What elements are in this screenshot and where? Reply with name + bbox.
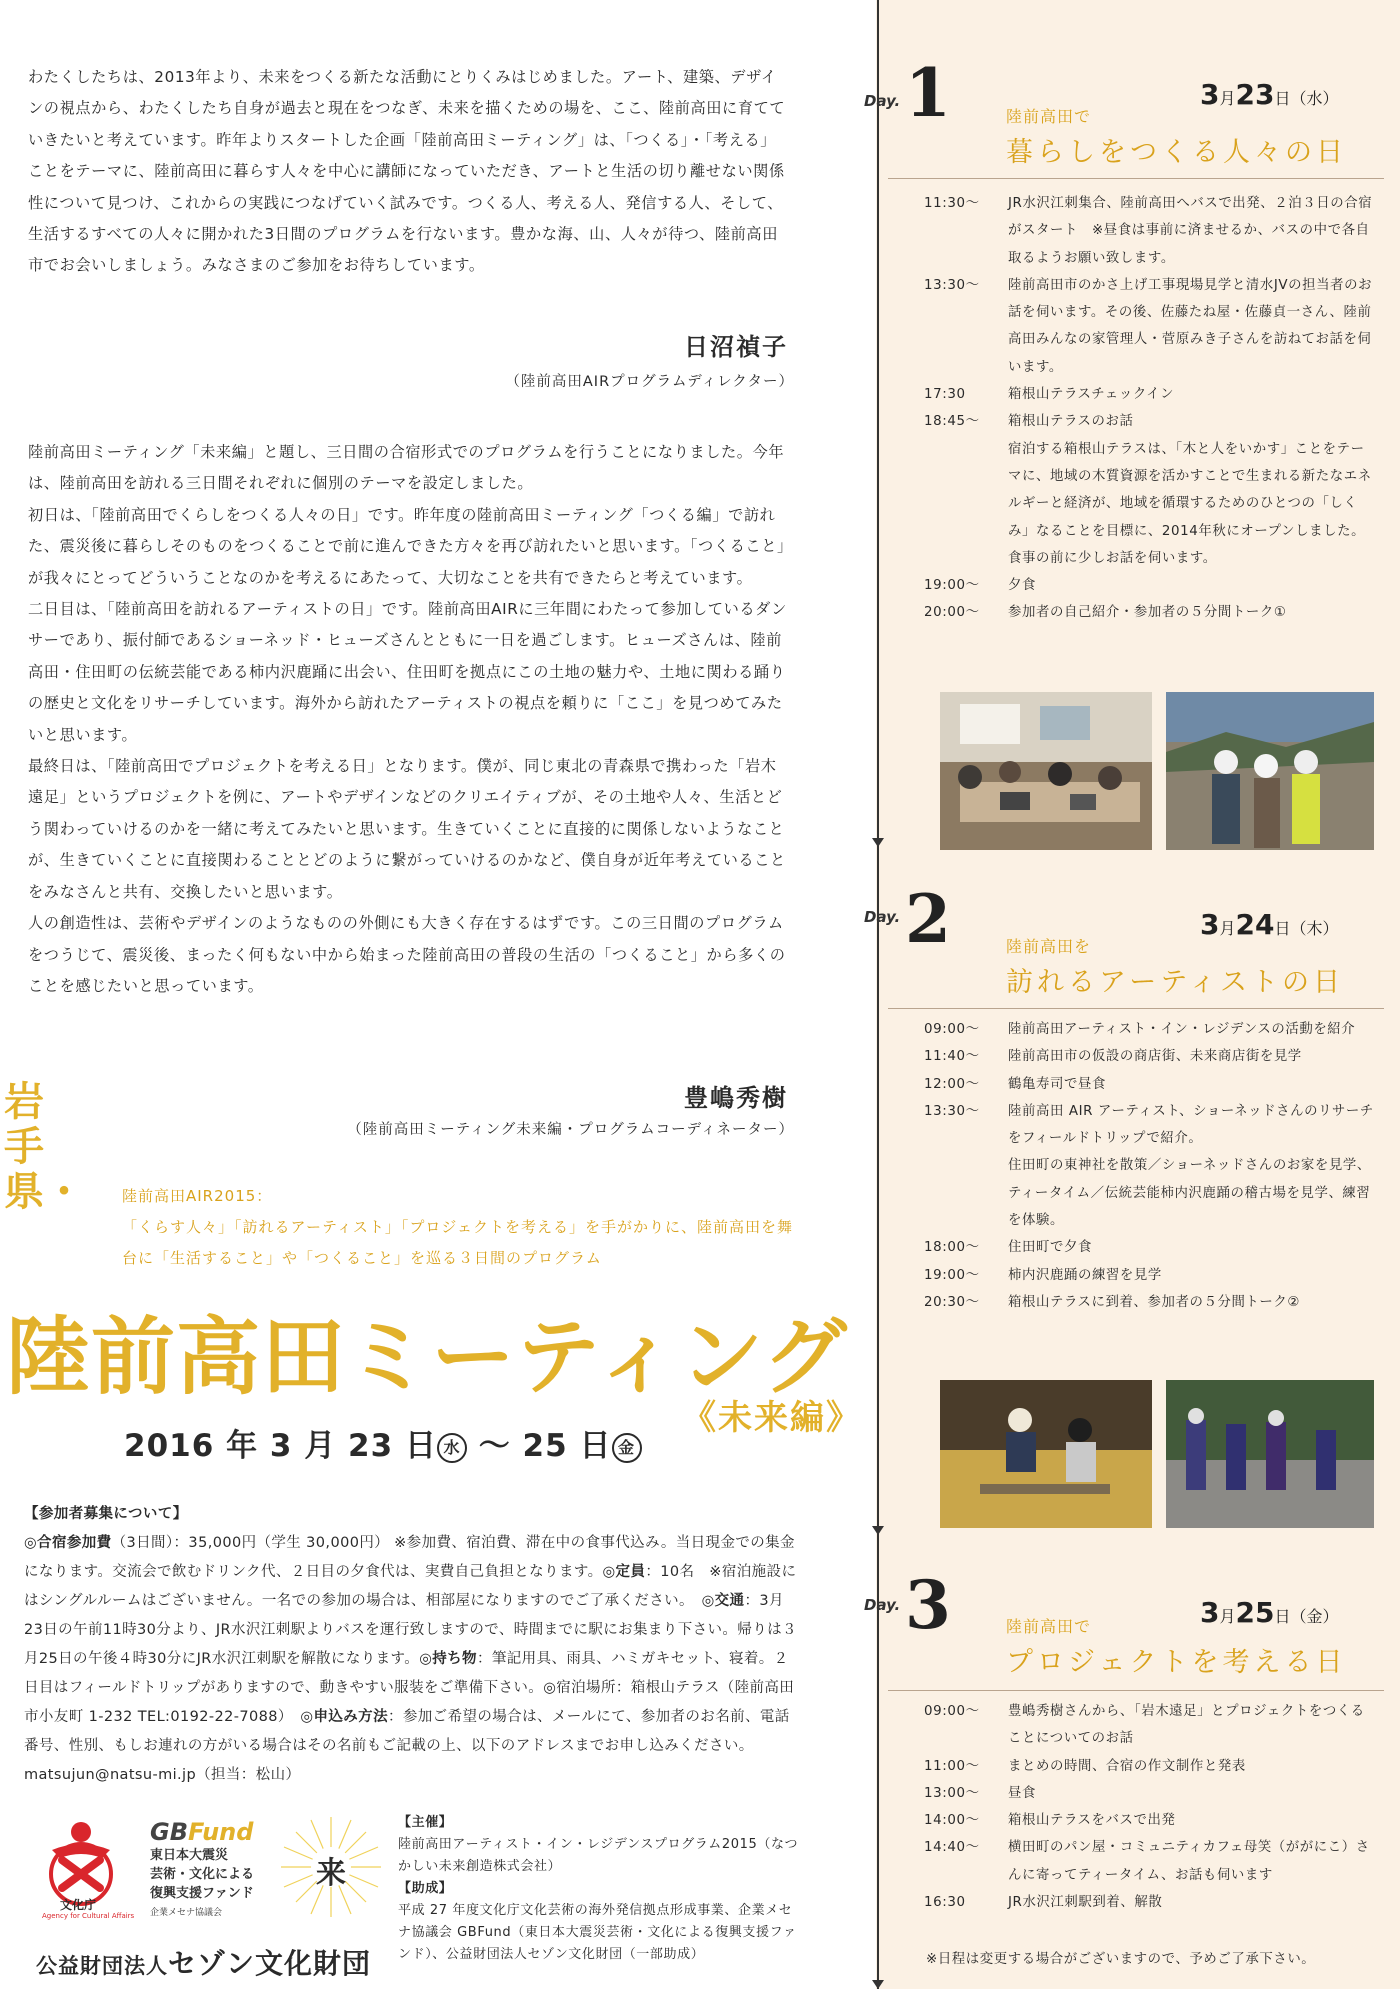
schedule-time (924, 436, 1008, 572)
fund-part: Fund (188, 1818, 254, 1846)
bunka-en: Agency for Cultural Affairs (42, 1912, 135, 1920)
day-theme: 暮らしをつくる人々の日 (1006, 137, 1347, 168)
schedule-desc: 箱根山テラスをバスで出発 (1008, 1813, 1176, 1829)
capacity-label: ◎定員 (602, 1564, 646, 1580)
schedule-row (924, 436, 1376, 572)
schedule-row (924, 1016, 1376, 1043)
recruitment-info (24, 1500, 802, 1790)
date-month: 3 (1200, 908, 1220, 941)
schedule-row (924, 572, 1376, 599)
day-label: Day. (864, 92, 901, 110)
transport-label: ◎交通 (701, 1593, 745, 1609)
schedule-time: 13:00〜 (924, 1785, 980, 1801)
schedule-desc: 宿泊する箱根山テラスは、「木と人をいかす」ことをテーマに、地域の木質資源を活かすことで生まれる新たなエネルギーと経済が、地域を循環するためのひとつの「しくみ」なることを目標に、2014年秋にオープンしました。食事の前に少しお話を伺います。 (1008, 441, 1372, 566)
gbfund-logo (150, 1818, 270, 1918)
schedule-desc: JR水沢江刺駅到着、解散 (1008, 1895, 1163, 1911)
capacity-text: ：10名 ※宿泊施設にはシングルルームはございません。一名での参加の場合は、相部屋になりますのでご了承ください。 (24, 1564, 797, 1609)
day-date (1200, 1596, 1338, 1629)
schedule-row (924, 1234, 1376, 1261)
schedule-time: 19:00〜 (924, 1267, 980, 1283)
host-text: 陸前高田アーティスト・イン・レジデンスプログラム2015（なつかしい未来創造株式会社） (398, 1837, 799, 1874)
divider (888, 1690, 1384, 1691)
saison-foundation-logo (36, 1942, 371, 1982)
organizers (398, 1812, 803, 1966)
schedule-row (924, 1780, 1376, 1807)
timeline-arrow (872, 1980, 884, 1989)
schedule-desc: 昼食 (1008, 1785, 1036, 1801)
schedule-time: 11:40〜 (924, 1049, 980, 1065)
schedule-row (924, 1262, 1376, 1289)
date-day: 25 (1235, 1596, 1275, 1629)
event-date (124, 1420, 642, 1465)
photo-meeting (940, 692, 1152, 850)
month-suffix: 月 (1219, 919, 1236, 938)
schedule-row (924, 1043, 1376, 1070)
schedule-time (924, 1152, 1008, 1234)
schedule-desc: 夕食 (1008, 578, 1036, 594)
schedule-time: 09:00〜 (924, 1704, 980, 1719)
schedule-time: 18:00〜 (924, 1240, 980, 1256)
schedule-desc: 陸前高田 AIR アーティスト、ショーネッドさんのリサーチをフィールドトリップで紹介。 (1008, 1103, 1374, 1147)
day-label: Day. (864, 908, 901, 926)
schedule-desc: 住田町で夕食 (1008, 1240, 1092, 1256)
schedule-time: 20:00〜 (924, 605, 980, 621)
bunkacho-logo (32, 1818, 135, 1920)
schedule-desc: 柿内沢鹿踊の練習を見学 (1008, 1267, 1162, 1283)
gb-line: 東日本大震災 (150, 1848, 229, 1863)
photo-shishi-odori (1166, 1380, 1374, 1528)
schedule-row (924, 272, 1376, 381)
signature-name: 豊嶋秀樹 (684, 1084, 788, 1112)
schedule-desc: 箱根山テラスに到着、参加者の５分間トーク② (1008, 1294, 1301, 1310)
schedule-desc: 住田町の東神社を散策／ショーネッドさんのお家を見学、ティータイム／伝統芸能柿内沢鹿踊の稽古場を見学、練習を体験。 (1008, 1158, 1371, 1229)
schedule-row (924, 1834, 1376, 1889)
schedule-row (924, 1152, 1376, 1234)
schedule-desc: 陸前高田アーティスト・イン・レジデンスの活動を紹介 (1008, 1022, 1356, 1037)
divider (888, 178, 1384, 179)
schedule-time: 17:30 (924, 387, 966, 403)
intro-paragraph-2: 陸前高田ミーティング「未来編」と題し、三日間の合宿形式でのプログラムを行うことになりました。今年は、陸前高田を訪れる三日間それぞれに個別のテーマを設定しました。 初日は、「陸前高田でくらしをつくる人々の日」です。昨年度の陸前高田ミーティング「つくる編」で訪れた、震災後に暮らしそのものをつくることで前に進んできた方々を再び訪れたいと思います。「つくること」が我々にとってどういうことなのかを考えるにあたって、大切なことを共有できたらと考えています。 二日目は、「陸前高田を訪れるアーティストの日」です。陸前高田AIRに三年間にわたって参加しているダンサーであり、振付師であるショーネッド・ヒューズさんとともに一日を過ごします。ヒューズさんは、陸前高田・住田町の伝統芸能である柿内沢鹿踊に出会い、住田町を拠点にこの土地の魅力や、土地に関わる踊りの歴史と文化をリサーチしています。海外から訪れたアーティストの視点を頼りに「ここ」を見つめてみたいと思います。 最終日は、「陸前高田でプロジェクトを考える日」となります。僕が、同じ東北の青森県で携わった「岩木遠足」というプロジェクトを例に、アートやデザインなどのクリエイティブが、その土地や人々、生活とどう関わっていけるのかを一緒に考えてみたいと思います。生きていくことに直接的に関係しないようなことが、生きていくことに直接関わることとどのように繋がっていけるのかなど、僕自身が近年考えていることをみなさんと共有、交換したいと思います。 人の創造性は、芸術やデザインのようなものの外側にも大きく存在するはずです。この三日間のプログラムをつうじて、震災後、まったく何もない中から始まった陸前高田の普段の生活の「つくること」から多くのことを感じたいと思っています。 (28, 443, 787, 995)
schedule-time: 20:30〜 (924, 1294, 980, 1310)
fee-text: （3日間）：35,000円（学生 30,000円） ※参加費、宿泊費、滞在中の食事代込み。当日現金での集金になります。交流会で飲むドリンク代、２日目の夕食代は、実費自己負担となります。 (24, 1535, 795, 1580)
schedule-time: 18:45〜 (924, 414, 980, 430)
date-year: 2016 年 (124, 1428, 270, 1464)
photo-indoor-practice (940, 1380, 1152, 1528)
air-label: 陸前高田AIR2015： (122, 1187, 273, 1205)
natsukashii-logo (276, 1812, 386, 1922)
sub-title: 《未来編》 (682, 1398, 862, 1438)
gb-part: GB (150, 1818, 188, 1846)
day-theme: 訪れるアーティストの日 (1006, 967, 1345, 998)
schedule-desc: 箱根山テラスチェックイン (1008, 387, 1175, 403)
schedule-row (924, 1071, 1376, 1098)
schedule-row (924, 1698, 1376, 1753)
day-number: 3 (905, 1566, 951, 1644)
schedule-time: 13:30〜 (924, 277, 980, 293)
intro-paragraph-1: わたくしたちは、2013年より、未来をつくる新たな活動にとりくみはじめました。アート、建築、デザインの視点から、わたくしたち自身が過去と現在をつなぎ、未来を描くための場を、ここ、陸前高田に育てていきたいと考えています。昨年よりスタートした企画「陸前高田ミーティング」は、「つくる」・「考える」ことをテーマに、陸前高田に暮らす人々を中心に講師になっていただき、アートと生活の切り離せない関係性について見つけ、これからの実践につなげていく試みです。つくる人、考える人、発信する人、そして、生活するすべての人々に開かれた3日間のプログラムを行ないます。豊かな海、山、人々が待つ、陸前高田市でお会いしましょう。みなさまのご参加をお待ちしています。 (28, 68, 786, 275)
day-label: Day. (864, 1596, 901, 1614)
schedule-row (924, 1289, 1376, 1316)
weekday-fri: 金 (612, 1433, 642, 1463)
date-weekday: 日（金） (1274, 1607, 1339, 1626)
schedule-row (924, 1753, 1376, 1780)
date-start: 3 月 23 日 (269, 1428, 437, 1464)
schedule-desc: 陸前高田市のかさ上げ工事現場見学と清水JVの担当者のお話を伺います。その後、佐藤たね屋・佐藤貞一さん、陸前高田みんなの家管理人・菅原みき子さんを訪ねてお話を伺います。 (1008, 277, 1373, 375)
prefecture-vertical: 岩手県・ (4, 1079, 84, 1215)
signature-name: 日沼禎子 (684, 333, 788, 361)
schedule-row (924, 190, 1376, 272)
day-date (1200, 908, 1338, 941)
schedule-desc: 箱根山テラスのお話 (1008, 414, 1134, 430)
signature-role: （陸前高田AIRプログラムディレクター） (505, 374, 794, 390)
schedule-time: 11:30〜 (924, 196, 980, 211)
host-heading: 【主催】 (398, 1815, 453, 1830)
timeline-arrow (872, 1526, 884, 1535)
schedule-time: 11:00〜 (924, 1758, 980, 1774)
saison-prefix: 公益財団法人 (36, 1954, 168, 1978)
schedule-desc: 参加者の自己紹介・参加者の５分間トーク① (1008, 605, 1287, 621)
month-suffix: 月 (1219, 89, 1236, 108)
support-text: 平成 27 年度文化庁文化芸術の海外発信拠点形成事業、企業メセナ協議会 GBFund（東日本大震災芸術・文化による復興支援ファンド）、公益財団法人セゾン文化財団（一部助成） (398, 1903, 797, 1962)
day-number: 1 (905, 54, 951, 132)
bunka-label: 文化庁 (60, 1898, 97, 1912)
schedule-time: 19:00〜 (924, 578, 980, 594)
schedule-row (924, 1807, 1376, 1834)
day-subtitle: 陸前高田で (1006, 107, 1092, 126)
schedule-row (924, 599, 1376, 626)
schedule-time: 14:00〜 (924, 1813, 980, 1829)
day-schedule (924, 1016, 1376, 1316)
schedule-time: 16:30 (924, 1895, 966, 1911)
signature-role: （陸前高田ミーティング未来編・プログラムコーディネーター） (347, 1122, 794, 1138)
schedule-row (924, 381, 1376, 408)
divider (888, 1008, 1384, 1009)
schedule-desc: 陸前高田市の仮設の商店街、未来商店街を見学 (1008, 1049, 1302, 1065)
schedule-desc: 横田町のパン屋・コミュニティカフェ母笑（ががにこ）さんに寄ってティータイム、お話も伺います (1008, 1840, 1370, 1883)
support-heading: 【助成】 (398, 1881, 453, 1896)
date-day: 23 (1235, 78, 1275, 111)
gbfund-title (150, 1818, 270, 1846)
items-label: ◎持ち物 (419, 1651, 477, 1667)
main-title: 陸前高田ミーティング (6, 1308, 848, 1406)
timeline-line (877, 0, 879, 1989)
gb-line: 芸術・文化による (150, 1867, 255, 1882)
timeline-arrow (872, 838, 884, 847)
weekday-wed: 水 (437, 1433, 467, 1463)
gb-foot: 企業メセナ協議会 (150, 1908, 223, 1918)
schedule-time: 13:30〜 (924, 1103, 980, 1119)
schedule-row (924, 1098, 1376, 1153)
apply-text: ：参加ご希望の場合は、メールにて、参加者のお名前、電話番号、性別、もしお連れの方がいる場合はその名前もご記載の上、以下のアドレスまでお申し込みください。 matsujun@natsu-mi.jp（担当：松山） (24, 1709, 790, 1783)
date-end: 〜 25 日 (466, 1428, 612, 1464)
day-subtitle: 陸前高田を (1006, 937, 1092, 956)
date-day: 24 (1235, 908, 1275, 941)
day-schedule (924, 1698, 1376, 1916)
air-description: 「くらす人々」「訪れるアーティスト」「プロジェクトを考える」を手がかりに、陸前高田を舞台に「生活すること」や「つくること」を巡る３日間のプログラム (122, 1218, 794, 1267)
day-subtitle: 陸前高田で (1006, 1617, 1092, 1636)
schedule-desc: 鶴亀寿司で昼食 (1008, 1076, 1106, 1092)
apply-label: ◎申込み方法 (300, 1709, 388, 1725)
date-month: 3 (1200, 1596, 1220, 1629)
date-weekday: 日（木） (1274, 919, 1339, 938)
schedule-time: 12:00〜 (924, 1076, 980, 1092)
schedule-note: ※日程は変更する場合がございますので、予めご了承下さい。 (926, 1952, 1316, 1967)
day-schedule (924, 190, 1376, 627)
items-text: ：筆記用具、雨具、ハミガキセット、寝着。２日目はフィールドトリップがありますので、動きやすい服装をご準備下さい。 (24, 1651, 789, 1696)
ki-character: 来 (316, 1856, 346, 1891)
day-date (1200, 78, 1338, 111)
saison-name: セゾン文化財団 (168, 1947, 372, 1980)
schedule-desc: まとめの時間、合宿の作文制作と発表 (1008, 1758, 1246, 1774)
schedule-time: 09:00〜 (924, 1022, 980, 1037)
transport-text: ：3月23日の午前11時30分より、JR水沢江刺駅よりバスを運行致しますので、時間までに駅にお集まり下さい。帰りは３月25日の午後４時30分にJR水沢江刺駅を解散になります。 (24, 1593, 797, 1667)
schedule-row (924, 408, 1376, 435)
venue-text: ◎宿泊場所：箱根山テラス（陸前高田市小友町 1-232 TEL:0192-22-7088） (24, 1680, 795, 1725)
schedule-desc: JR水沢江刺集合、陸前高田へバスで出発、２泊３日の合宿がスタート ※昼食は事前に済ませるか、バスの中で各自取るようお願い致します。 (1008, 196, 1373, 266)
fee-label: ◎合宿参加費 (24, 1535, 112, 1551)
schedule-desc: 豊嶋秀樹さんから、「岩木遠足」とプロジェクトをつくることについてのお話 (1008, 1704, 1365, 1747)
photo-construction-site (1166, 692, 1374, 850)
date-weekday: 日（水） (1274, 89, 1339, 108)
day-theme: プロジェクトを考える日 (1006, 1647, 1347, 1678)
schedule-time: 14:40〜 (924, 1840, 980, 1856)
gb-line: 復興支援ファンド (150, 1886, 254, 1901)
recruit-heading: 【参加者募集について】 (24, 1506, 188, 1522)
day-number: 2 (905, 880, 951, 958)
schedule-row (924, 1889, 1376, 1916)
month-suffix: 月 (1219, 1607, 1236, 1626)
date-month: 3 (1200, 78, 1220, 111)
